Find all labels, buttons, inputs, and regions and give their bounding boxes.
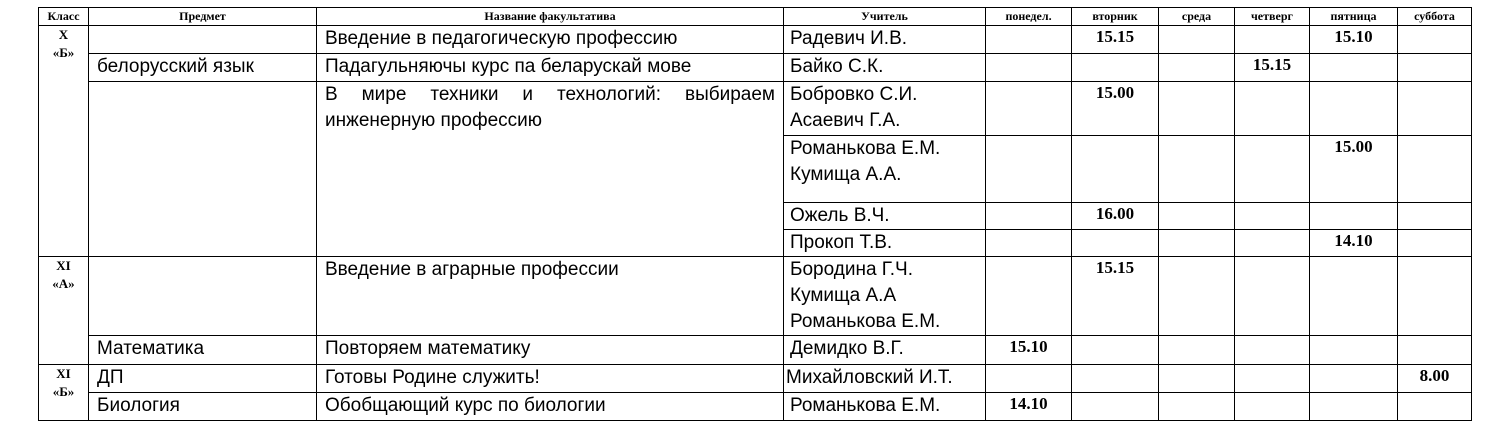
time-monday	[986, 230, 1072, 257]
header-row	[39, 8, 1472, 26]
teacher-name: Демидко В.Г.	[790, 338, 904, 359]
time-monday	[986, 82, 1072, 136]
table-row	[39, 26, 1472, 54]
elective-name: Готовы Родине служить!	[317, 365, 784, 393]
elective-name: Падагульняючы курс па беларускай мове	[317, 54, 784, 82]
header-tuesday: вторник	[1072, 8, 1159, 26]
time-tuesday	[1072, 54, 1159, 82]
time-monday: 14.10	[986, 393, 1072, 421]
teacher-name: Ожель В.Ч.	[790, 205, 890, 226]
class-letter: «Б»	[52, 384, 75, 399]
time-saturday	[1398, 257, 1472, 336]
subject-cell	[89, 26, 317, 54]
subject-cell: ДП	[89, 365, 317, 393]
time-friday	[1310, 82, 1398, 136]
time-tuesday: 15.00	[1072, 82, 1159, 136]
teacher-cell	[784, 230, 986, 257]
time-friday	[1310, 393, 1398, 421]
teacher-name: Романькова Е.М.	[790, 138, 941, 159]
time-thursday	[1235, 203, 1310, 230]
teacher-cell	[784, 136, 986, 203]
class-letter: «Б»	[52, 45, 75, 60]
time-friday: 14.10	[1310, 230, 1398, 257]
time-thursday	[1235, 136, 1310, 203]
teacher-name: Байко С.К.	[790, 56, 884, 77]
time-thursday	[1235, 230, 1310, 257]
time-monday: 15.10	[986, 336, 1072, 365]
time-wednesday	[1159, 393, 1235, 421]
time-wednesday	[1159, 365, 1235, 393]
header-monday: понедел.	[986, 8, 1072, 26]
time-saturday	[1398, 393, 1472, 421]
class-cell	[39, 365, 89, 421]
class-number: X	[58, 27, 69, 42]
time-saturday	[1398, 203, 1472, 230]
teacher-name: Кумища А.А	[790, 285, 897, 306]
time-friday	[1310, 365, 1398, 393]
table-row	[39, 54, 1472, 82]
time-tuesday	[1072, 230, 1159, 257]
time-thursday	[1235, 26, 1310, 54]
time-wednesday	[1159, 136, 1235, 203]
table-row	[39, 365, 1472, 393]
time-tuesday	[1072, 365, 1159, 393]
subject-cell	[89, 82, 317, 257]
teacher-name: Романькова Е.М.	[790, 395, 941, 416]
time-monday	[986, 136, 1072, 203]
time-monday	[986, 365, 1072, 393]
time-saturday	[1398, 26, 1472, 54]
electives-schedule-table	[38, 7, 1472, 421]
time-saturday	[1398, 136, 1472, 203]
time-tuesday	[1072, 393, 1159, 421]
time-thursday	[1235, 257, 1310, 336]
time-saturday	[1398, 82, 1472, 136]
header-wednesday: среда	[1159, 8, 1235, 26]
time-thursday	[1235, 393, 1310, 421]
time-saturday	[1398, 336, 1472, 365]
subject-cell: белорусский язык	[89, 54, 317, 82]
teacher-name: Бородина Г.Ч.	[790, 259, 913, 280]
elective-name: Введение в педагогическую профессию	[317, 26, 784, 54]
time-monday	[986, 203, 1072, 230]
teacher-cell	[784, 365, 986, 393]
teacher-cell	[784, 203, 986, 230]
time-friday	[1310, 54, 1398, 82]
header-subject: Предмет	[89, 8, 317, 26]
time-wednesday	[1159, 82, 1235, 136]
subject-cell: Биология	[89, 393, 317, 421]
table-row	[39, 336, 1472, 365]
time-friday	[1310, 203, 1398, 230]
time-wednesday	[1159, 26, 1235, 54]
time-saturday	[1398, 54, 1472, 82]
time-thursday	[1235, 336, 1310, 365]
class-cell	[39, 26, 89, 257]
teacher-name: Романькова Е.М.	[790, 311, 941, 332]
class-number: XI	[56, 258, 71, 273]
time-friday	[1310, 336, 1398, 365]
header-thursday: четверг	[1235, 8, 1310, 26]
time-monday	[986, 26, 1072, 54]
subject-cell	[89, 257, 317, 336]
elective-name: Обобщающий курс по биологии	[317, 393, 784, 421]
teacher-name: Михайловский И.Т.	[786, 367, 953, 388]
teacher-name: Прокоп Т.В.	[790, 232, 893, 253]
time-monday	[986, 54, 1072, 82]
subject-cell: Математика	[89, 336, 317, 365]
time-friday: 15.00	[1310, 136, 1398, 203]
elective-name: В мире техники и технологий: выбираем инженерную профессию	[317, 82, 784, 257]
time-thursday	[1235, 82, 1310, 136]
time-tuesday: 15.15	[1072, 257, 1159, 336]
teacher-cell	[784, 26, 986, 54]
header-class: Класс	[39, 8, 89, 26]
header-elective: Название факультатива	[317, 8, 784, 26]
time-wednesday	[1159, 336, 1235, 365]
class-number: XI	[56, 366, 71, 381]
time-tuesday: 16.00	[1072, 203, 1159, 230]
time-tuesday	[1072, 136, 1159, 203]
time-friday	[1310, 257, 1398, 336]
time-saturday	[1398, 230, 1472, 257]
teacher-cell	[784, 393, 986, 421]
teacher-cell	[784, 336, 986, 365]
class-cell	[39, 257, 89, 365]
time-thursday	[1235, 365, 1310, 393]
teacher-name: Бобровко С.И.	[790, 84, 918, 105]
time-tuesday	[1072, 336, 1159, 365]
time-wednesday	[1159, 257, 1235, 336]
time-wednesday	[1159, 54, 1235, 82]
elective-name: Повторяем математику	[317, 336, 784, 365]
time-monday	[986, 257, 1072, 336]
table-row	[39, 393, 1472, 421]
time-tuesday: 15.15	[1072, 26, 1159, 54]
elective-name: Введение в аграрные профессии	[317, 257, 784, 336]
time-wednesday	[1159, 230, 1235, 257]
time-friday: 15.10	[1310, 26, 1398, 54]
teacher-name: Радевич И.В.	[790, 28, 908, 49]
table-row	[39, 257, 1472, 336]
table-row	[39, 82, 1472, 136]
teacher-cell	[784, 257, 986, 336]
header-saturday: суббота	[1398, 8, 1472, 26]
class-letter: «А»	[52, 276, 75, 291]
teacher-cell	[784, 82, 986, 136]
header-friday: пятница	[1310, 8, 1398, 26]
time-wednesday	[1159, 203, 1235, 230]
header-teacher: Учитель	[784, 8, 986, 26]
time-thursday: 15.15	[1235, 54, 1310, 82]
teacher-name: Кумища А.А.	[790, 164, 902, 185]
teacher-name: Асаевич Г.А.	[790, 110, 901, 131]
time-saturday: 8.00	[1398, 365, 1472, 393]
teacher-cell	[784, 54, 986, 82]
